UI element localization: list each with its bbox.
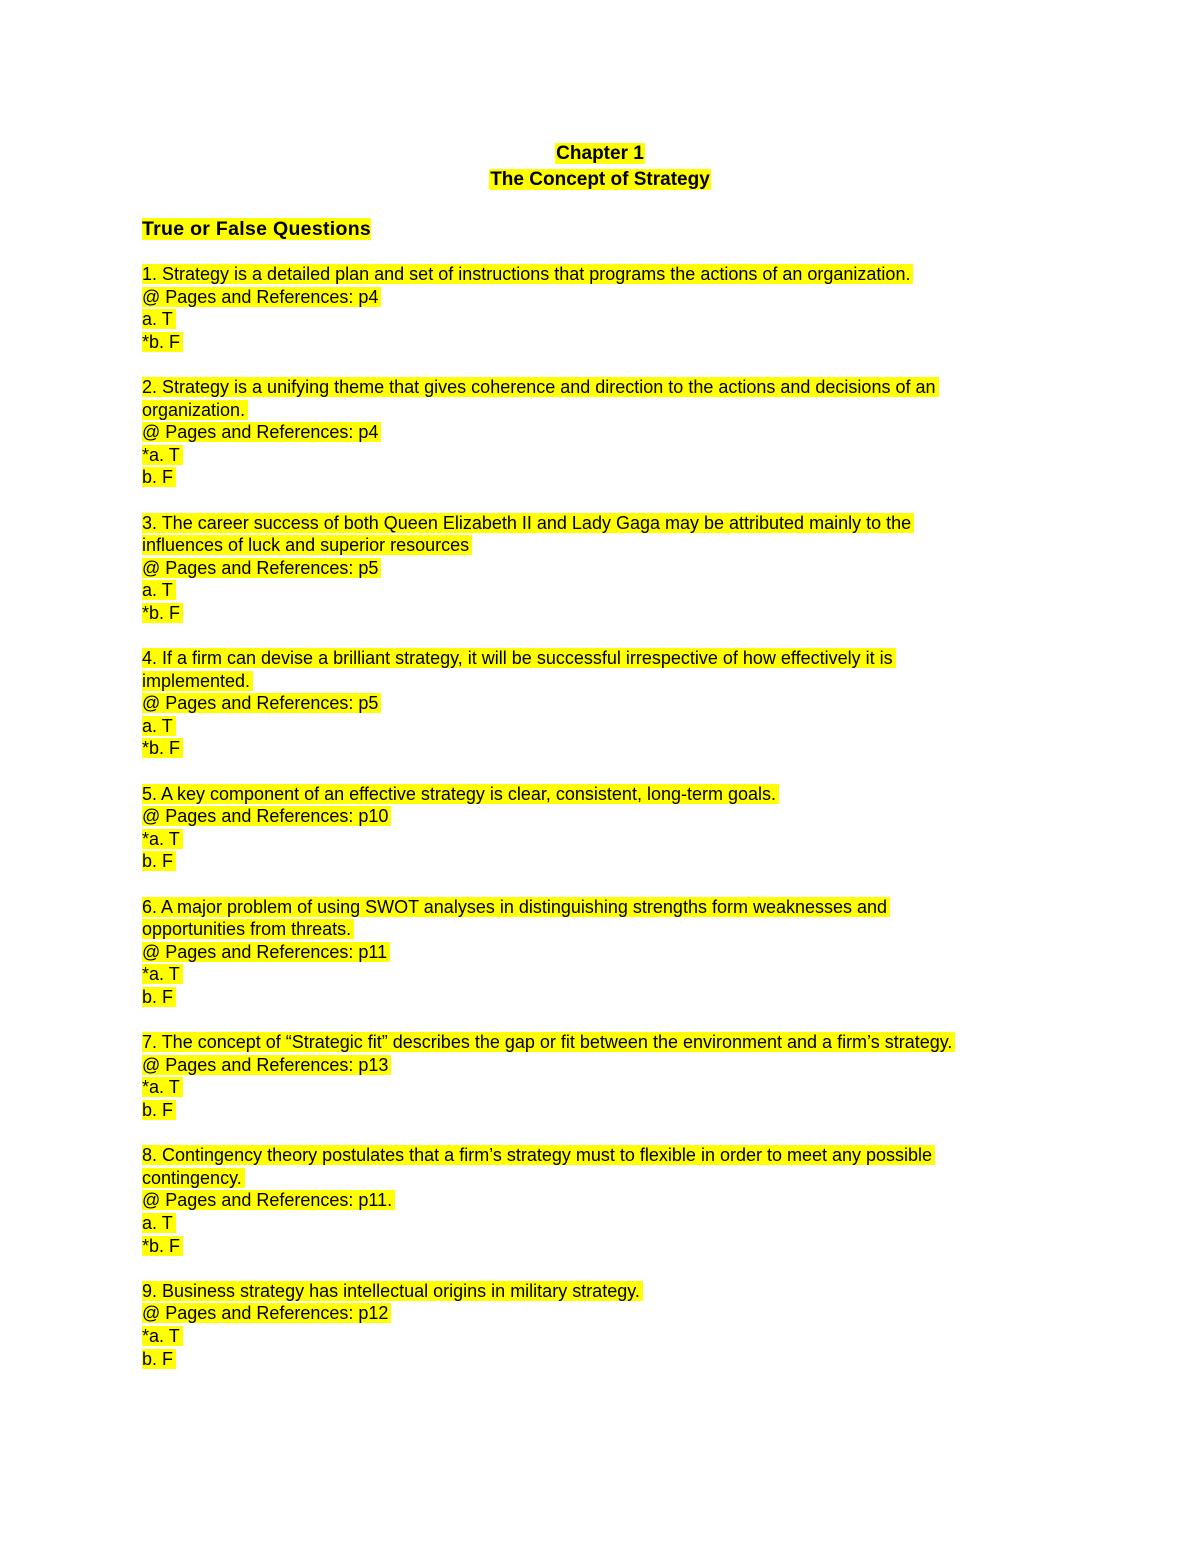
question-item: [142, 512, 1042, 625]
question-text-line: [142, 512, 1042, 535]
question-reference-line: [142, 805, 1042, 828]
question-text: 6. A major problem of using SWOT analyses in distinguishing strengths form weaknesses and: [142, 897, 890, 917]
answer-option-a-line: [142, 579, 1042, 602]
chapter-title-text: The Concept of Strategy: [490, 169, 710, 190]
question-reference: @ Pages and References: p13: [142, 1055, 391, 1075]
answer-option-a: a. T: [142, 580, 176, 600]
question-reference-line: [142, 692, 1042, 715]
answer-option-a: *a. T: [142, 1326, 183, 1346]
answer-option-a-line: [142, 308, 1042, 331]
answer-option-a-line: [142, 828, 1042, 851]
question-reference-line: [142, 941, 1042, 964]
question-item: [142, 376, 1042, 489]
question-text-line: [142, 670, 1042, 693]
question-text-line: [142, 918, 1042, 941]
question-reference-line: [142, 421, 1042, 444]
question-text: 5. A key component of an effective strategy is clear, consistent, long-term goals.: [142, 784, 779, 804]
question-text-line: [142, 647, 1042, 670]
question-item: [142, 1144, 1042, 1257]
answer-option-a: a. T: [142, 1213, 176, 1233]
question-text: organization.: [142, 400, 248, 420]
question-reference-line: [142, 1189, 1042, 1212]
answer-option-b: b. F: [142, 851, 176, 871]
answer-option-a: a. T: [142, 309, 176, 329]
chapter-title: [0, 167, 1200, 193]
question-reference-line: [142, 286, 1042, 309]
answer-option-b-line: [142, 986, 1042, 1009]
question-text-line: [142, 399, 1042, 422]
section-heading: [142, 216, 371, 242]
question-reference: @ Pages and References: p10: [142, 806, 391, 826]
answer-option-b: *b. F: [142, 738, 183, 758]
answer-option-a: a. T: [142, 716, 176, 736]
question-text: influences of luck and superior resources: [142, 535, 472, 555]
question-reference: @ Pages and References: p5: [142, 693, 381, 713]
question-text: 4. If a firm can devise a brilliant strategy, it will be successful irrespective of how effectively it is: [142, 648, 896, 668]
question-reference: @ Pages and References: p5: [142, 558, 381, 578]
question-text-line: [142, 896, 1042, 919]
chapter-number: [0, 141, 1200, 167]
answer-option-b-line: [142, 466, 1042, 489]
answer-option-a-line: [142, 1076, 1042, 1099]
answer-option-b: *b. F: [142, 332, 183, 352]
chapter-number-text: Chapter 1: [556, 143, 644, 164]
answer-option-a-line: [142, 1212, 1042, 1235]
answer-option-b: *b. F: [142, 603, 183, 623]
answer-option-b: b. F: [142, 467, 176, 487]
question-item: [142, 263, 1042, 353]
question-item: [142, 783, 1042, 873]
question-text-line: [142, 263, 1042, 286]
question-item: [142, 647, 1042, 760]
question-text: 3. The career success of both Queen Elizabeth II and Lady Gaga may be attributed mainly to the: [142, 513, 914, 533]
question-text: 7. The concept of “Strategic fit” describes the gap or fit between the environment and a firm’s strategy.: [142, 1032, 955, 1052]
question-text: implemented.: [142, 671, 253, 691]
question-text-line: [142, 783, 1042, 806]
question-reference: @ Pages and References: p4: [142, 287, 381, 307]
question-item: [142, 1031, 1042, 1121]
title-block: [0, 141, 1200, 193]
question-item: [142, 896, 1042, 1009]
question-text-line: [142, 1280, 1042, 1303]
question-text: 9. Business strategy has intellectual origins in military strategy.: [142, 1281, 643, 1301]
answer-option-a: *a. T: [142, 445, 183, 465]
answer-option-b-line: [142, 602, 1042, 625]
answer-option-b-line: [142, 331, 1042, 354]
question-reference: @ Pages and References: p11: [142, 942, 390, 962]
answer-option-b-line: [142, 1099, 1042, 1122]
question-text-line: [142, 1144, 1042, 1167]
answer-option-b: *b. F: [142, 1236, 183, 1256]
question-text: contingency.: [142, 1168, 245, 1188]
answer-option-b: b. F: [142, 1100, 176, 1120]
question-reference: @ Pages and References: p12: [142, 1303, 391, 1323]
question-text-line: [142, 1031, 1042, 1054]
question-text: opportunities from threats.: [142, 919, 354, 939]
answer-option-b-line: [142, 737, 1042, 760]
answer-option-a-line: [142, 1325, 1042, 1348]
questions-list: [142, 263, 1042, 1393]
answer-option-a: *a. T: [142, 964, 183, 984]
question-reference-line: [142, 1054, 1042, 1077]
question-text-line: [142, 1167, 1042, 1190]
section-heading-text: True or False Questions: [142, 218, 372, 240]
question-reference: @ Pages and References: p4: [142, 422, 381, 442]
question-text-line: [142, 376, 1042, 399]
answer-option-a: *a. T: [142, 829, 183, 849]
question-text: 1. Strategy is a detailed plan and set of instructions that programs the actions of an organization.: [142, 264, 913, 284]
answer-option-b-line: [142, 850, 1042, 873]
question-reference-line: [142, 1302, 1042, 1325]
answer-option-b: b. F: [142, 1349, 176, 1369]
question-text-line: [142, 534, 1042, 557]
answer-option-a-line: [142, 963, 1042, 986]
answer-option-b-line: [142, 1235, 1042, 1258]
answer-option-b: b. F: [142, 987, 176, 1007]
question-text: 8. Contingency theory postulates that a firm’s strategy must to flexible in order to meet any possible: [142, 1145, 935, 1165]
answer-option-a-line: [142, 715, 1042, 738]
question-item: [142, 1280, 1042, 1370]
question-reference-line: [142, 557, 1042, 580]
answer-option-b-line: [142, 1348, 1042, 1371]
question-reference: @ Pages and References: p11.: [142, 1190, 395, 1210]
answer-option-a-line: [142, 444, 1042, 467]
question-text: 2. Strategy is a unifying theme that gives coherence and direction to the actions and decisions of an: [142, 377, 939, 397]
answer-option-a: *a. T: [142, 1077, 183, 1097]
